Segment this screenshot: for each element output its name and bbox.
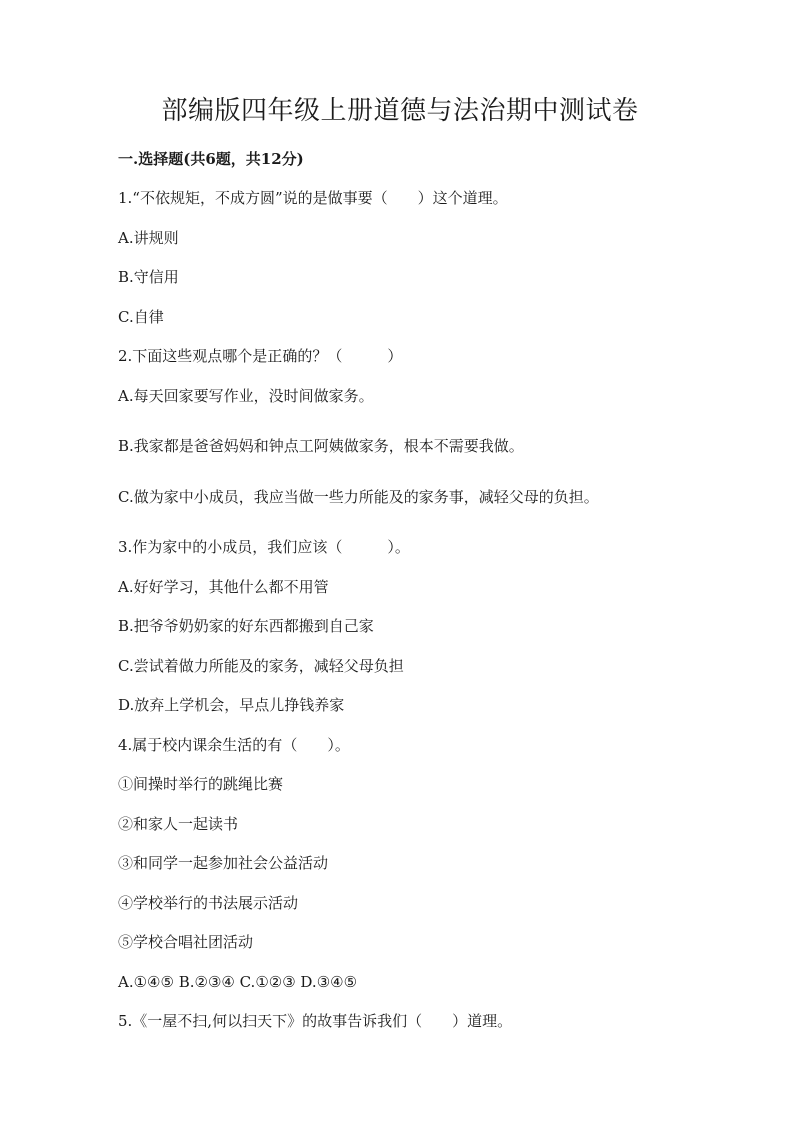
- question-4-item-5: ⑤学校合唱社团活动: [118, 933, 254, 951]
- question-stem-4: 4.属于校内课余生活的有（ ）。: [118, 736, 350, 754]
- question-2-option-b: B.我家都是爸爸妈妈和钟点工阿姨做家务，根本不需要我做。: [118, 437, 524, 455]
- question-4-item-4: ④学校举行的书法展示活动: [118, 894, 299, 912]
- question-stem-1: 1.“不依规矩，不成方圆”说的是做事要（ ）这个道理。: [118, 189, 508, 207]
- question-3-option-c: C.尝试着做力所能及的家务，减轻父母负担: [118, 657, 404, 675]
- question-3-option-a: A.好好学习，其他什么都不用管: [118, 578, 329, 596]
- question-stem-3: 3.作为家中的小成员，我们应该（ ）。: [118, 538, 410, 556]
- question-stem-5: 5.《一屋不扫,何以扫天下》的故事告诉我们（ ）道理。: [118, 1012, 513, 1030]
- question-4-item-3: ③和同学一起参加社会公益活动: [118, 854, 329, 872]
- page-title: 部编版四年级上册道德与法治期中测试卷: [161, 96, 639, 126]
- section-heading: 一.选择题(共6题，共12分): [118, 150, 304, 168]
- question-1-option-b: B.守信用: [118, 268, 179, 286]
- question-3-option-d: D.放弃上学机会，早点儿挣钱养家: [118, 696, 345, 714]
- question-1-option-c: C.自律: [118, 308, 164, 326]
- question-1-option-a: A.讲规则: [118, 229, 179, 247]
- question-4-item-2: ②和家人一起读书: [118, 815, 239, 833]
- question-2-option-a: A.每天回家要写作业，没时间做家务。: [118, 387, 374, 405]
- question-4-options: A.①④⑤ B.②③④ C.①②③ D.③④⑤: [118, 973, 358, 991]
- question-stem-2: 2.下面这些观点哪个是正确的？（ ）: [118, 347, 403, 365]
- question-4-item-1: ①间操时举行的跳绳比赛: [118, 775, 284, 793]
- question-3-option-b: B.把爷爷奶奶家的好东西都搬到自己家: [118, 617, 374, 635]
- question-2-option-c: C.做为家中小成员，我应当做一些力所能及的家务事，减轻父母的负担。: [118, 488, 599, 506]
